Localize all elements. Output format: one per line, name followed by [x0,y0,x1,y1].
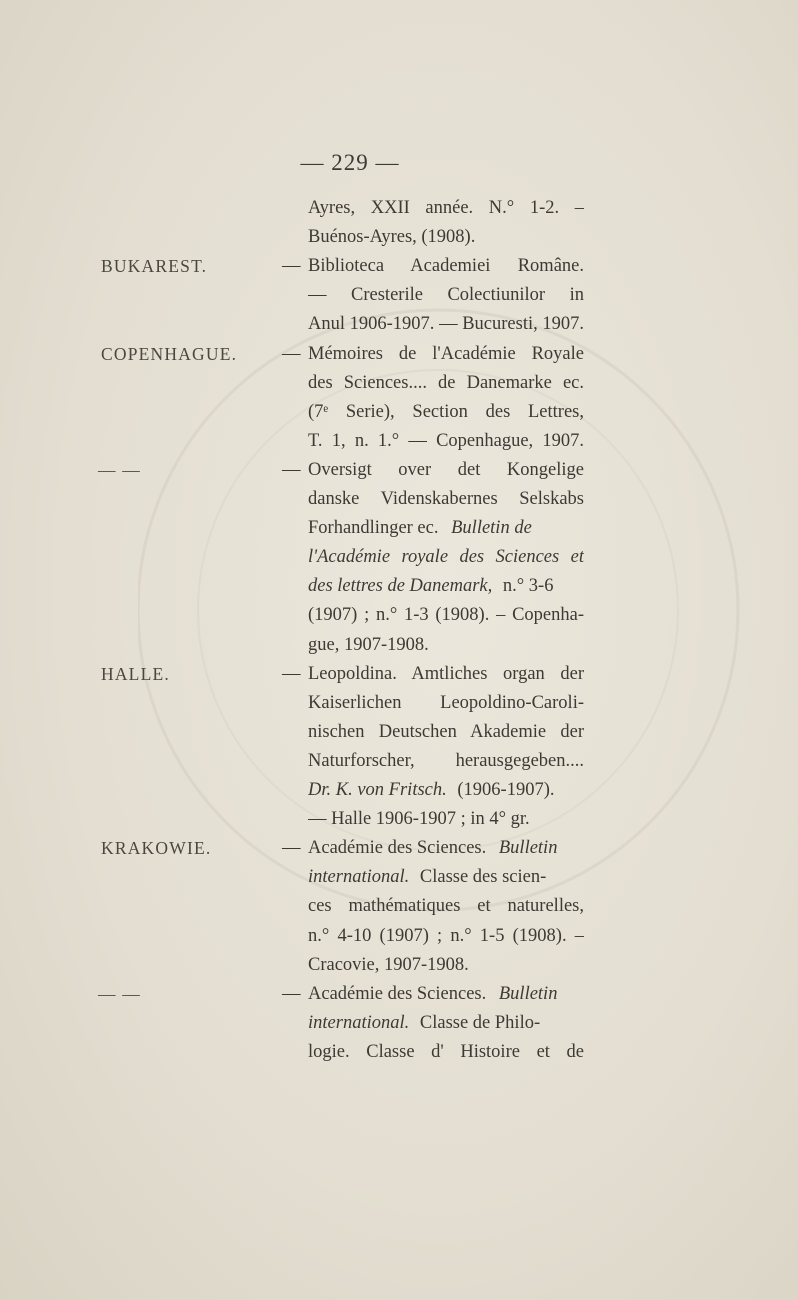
line-text [308,310,584,338]
line-text [308,892,584,920]
text-line [0,572,798,600]
line-text [308,398,584,426]
place-label: BUKAREST. [101,256,208,277]
text-line [0,223,798,251]
text-line [0,194,798,222]
text-line [0,922,798,950]
text-line [0,340,798,368]
text-line [0,747,798,775]
line-main: gue, 1907-1908. [308,634,429,655]
line-text [308,427,584,455]
line-text [308,1009,584,1037]
line-main: Mémoires de l'Académie Royale [308,343,584,364]
place-label: KRAKOWIE. [101,838,212,859]
text-line [0,427,798,455]
line-text [308,863,584,891]
line-italic-tail: Bulletin [494,838,558,859]
line-main: Dr. K. von Fritsch. [308,780,447,800]
text-line [0,834,798,862]
line-main: l'Académie royale des Sciences et [308,547,584,568]
line-italic-tail: Bulletin de [446,518,532,539]
line-main: — Halle 1906-1907 ; in 4° gr. [308,809,530,830]
text-line [0,281,798,309]
line-tail: n.° 3-6 [498,576,554,597]
text-line [0,805,798,833]
line-text [308,747,584,775]
line-text [308,805,584,833]
line-text [308,980,584,1008]
text-line [0,892,798,920]
text-line [0,980,798,1008]
line-tail: Classe des scien- [415,867,547,888]
line-main: Buénos-Ayres, (1908). [308,227,476,248]
text-line [0,1009,798,1037]
line-main: Académie des Sciences. [308,983,487,1004]
line-text [308,369,584,397]
line-main: Biblioteca Academiei Române. [308,256,584,277]
entry-dash: — [282,983,301,1004]
line-main: Naturforscher, herausgegeben.... [308,750,584,771]
line-text [308,485,584,513]
entry-dash: — [282,838,301,859]
text-line [0,776,798,804]
line-italic-tail: Bulletin [494,983,558,1004]
line-main: Ayres, XXII année. N.° 1-2. – [308,198,584,218]
line-main: des Sciences.... de Danemarke ec. [308,372,584,393]
place-label: HALLE. [101,663,170,684]
line-main: Kaiserlichen Leopoldino-Caroli- [308,692,584,713]
text-line [0,485,798,513]
text-line [0,1038,798,1066]
line-main: (7ᵉ Serie), Section des Lettres, [308,401,584,422]
entry-dash: — [282,343,301,364]
text-line [0,310,798,338]
line-main: international. [308,867,410,888]
line-text [308,456,584,484]
line-text [308,514,584,542]
place-label: COPENHAGUE. [101,343,238,364]
text-line [0,456,798,484]
text-line [0,631,798,659]
line-text [308,776,584,804]
line-main: Oversigt over det Kongelige [308,459,584,480]
line-main: danske Videnskabernes Selskabs [308,489,584,509]
text-line [0,543,798,571]
line-main: Cracovie, 1907-1908. [308,954,469,975]
text-line [0,398,798,426]
line-text [308,252,584,280]
line-tail: Classe de Philo- [415,1012,541,1033]
text-line [0,863,798,891]
line-text [308,631,584,659]
line-main: Forhandlinger ec. [308,518,439,539]
line-main: Anul 1906-1907. — Bucuresti, 1907. [308,314,584,335]
text-line [0,689,798,717]
line-text [308,572,584,600]
line-tail: (1906-1907). [452,780,555,800]
line-text [308,601,584,629]
line-text [308,951,584,979]
page-number: — 229 — [300,150,400,175]
entry-dash: — [282,663,301,684]
line-main: (1907) ; n.° 1-3 (1908). – Copenha- [308,605,584,626]
line-main: T. 1, n. 1.° — Copenhague, 1907. [308,430,584,451]
text-line [0,514,798,542]
line-main: nischen Deutschen Akademie der [308,721,584,742]
line-main: logie. Classe d' Histoire et de [308,1041,584,1062]
line-main: Leopoldina. Amtliches organ der [308,663,584,684]
line-text [308,922,584,950]
line-main: — Cresterile Colectiunilor in [308,285,584,306]
line-main: international. [308,1012,410,1033]
text-line [0,369,798,397]
line-main: des lettres de Danemark, [308,576,493,597]
line-main: ces mathématiques et naturelles, [308,896,584,917]
line-text [308,194,584,222]
text-line [0,951,798,979]
text-line [0,601,798,629]
line-text [308,340,584,368]
line-text [308,718,584,746]
line-text [308,223,584,251]
entry-dash: — [282,256,301,277]
line-text [308,689,584,717]
entry-dash: — [282,459,301,480]
text-line [0,252,798,280]
line-text [308,281,584,309]
line-text [308,1038,584,1066]
line-text [308,543,584,571]
place-label: — — [98,983,141,1004]
line-main: n.° 4-10 (1907) ; n.° 1-5 (1908). – [308,925,584,946]
line-text [308,660,584,688]
line-text [308,834,584,862]
text-line [0,718,798,746]
line-main: Académie des Sciences. [308,838,487,859]
text-line [0,660,798,688]
place-label: — — [98,459,141,480]
